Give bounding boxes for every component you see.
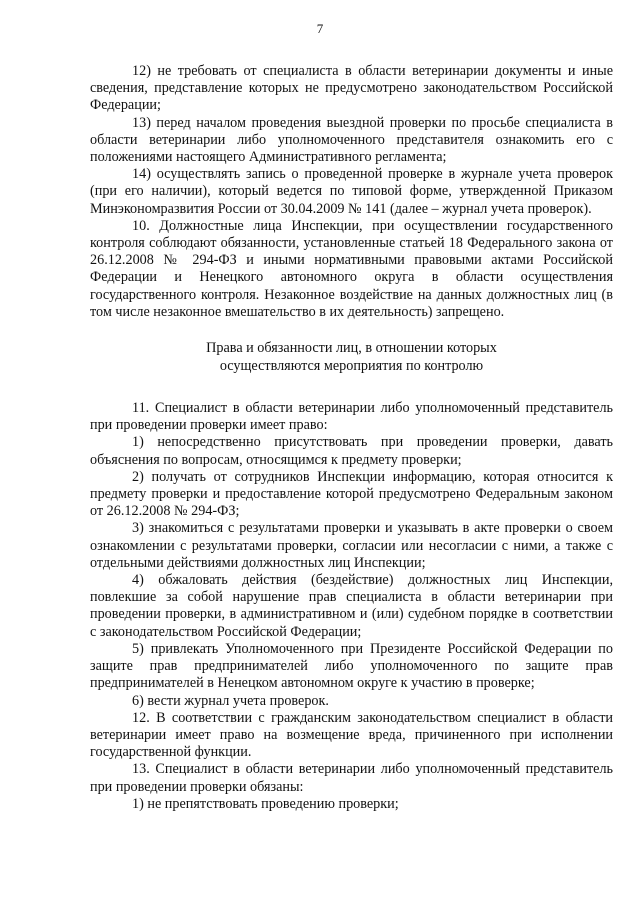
spacer: [90, 321, 613, 339]
list-item: 2) получать от сотрудников Инспекции информацию, которая относится к предмету проверки и предоставление которой предусмотрено Федеральным законом от 26.12.2008 № 294-ФЗ;: [90, 468, 613, 520]
paragraph: 12. В соответствии с гражданским законодательством специалист в области ветеринарии имеет право на возмещение вреда, причиненного при исполнении государственной функции.: [90, 709, 613, 761]
paragraph: 13) перед началом проведения выездной проверки по просьбе специалиста в области ветеринарии либо уполномоченного представителя ознакомить его с положениями настоящего Административного регламента;: [90, 114, 613, 166]
list-item: 3) знакомиться с результатами проверки и указывать в акте проверки о своем ознакомлении с результатами проверки, согласии или несогласии с ними, а также с отдельными действиями должностных лиц Инспекции;: [90, 520, 613, 571]
page-number: 7: [316, 21, 324, 36]
paragraph: 12) не требовать от специалиста в области ветеринарии документы и иные сведения, представление которых не предусмотрено законодательством Российской Федерации;: [90, 63, 613, 114]
section-heading-line: Права и обязанности лиц, в отношении которых: [206, 340, 497, 357]
list-item: 1) не препятствовать проведению проверки;: [132, 795, 399, 812]
list-item: 6) вести журнал учета проверок.: [132, 692, 329, 709]
paragraph: 10. Должностные лица Инспекции, при осуществлении государственного контроля соблюдают обязанности, установленные статьей 18 Федерального закона от 26.12.2008 № 294-ФЗ и иными нормативными правовыми актами Российской Федерации и Ненецкого автономного округа в области осуществления государственного контроля. Незаконное воздействие на данных должностных лиц (в том числе незаконное вмешательство в их деятельность) запрещено.: [90, 217, 613, 320]
paragraph: 14) осуществлять запись о проведенной проверке в журнале учета проверок (при его наличии), который ведется по типовой форме, утвержденной Приказом Минэкономразвития России от 30.04.2009 № 141 (далее – журнал учета проверок).: [90, 166, 613, 217]
list-item: 4) обжаловать действия (бездействие) должностных лиц Инспекции, повлекшие за собой нарушение прав специалиста в области ветеринарии при проведении проверки, в административном и (или) судебном порядке в соответствии с законодательством Российской Федерации;: [90, 572, 613, 640]
spacer: [90, 375, 613, 400]
section-heading: [90, 339, 613, 375]
paragraph: 11. Специалист в области ветеринарии либо уполномоченный представитель при проведении проверки имеет право:: [90, 400, 613, 434]
section-heading-line: осуществляются мероприятия по контролю: [219, 358, 484, 375]
paragraph: 13. Специалист в области ветеринарии либо уполномоченный представитель при проведении проверки обязаны:: [90, 761, 613, 795]
document-body: [90, 63, 613, 813]
list-item: 1) непосредственно присутствовать при проведении проверки, давать объяснения по вопросам, относящимся к предмету проверки;: [90, 434, 613, 468]
list-item: 5) привлекать Уполномоченного при Президенте Российской Федерации по защите прав предпринимателей либо уполномоченного по защите прав предпринимателей в Ненецком автономном округе к участию в проверке;: [90, 640, 613, 692]
